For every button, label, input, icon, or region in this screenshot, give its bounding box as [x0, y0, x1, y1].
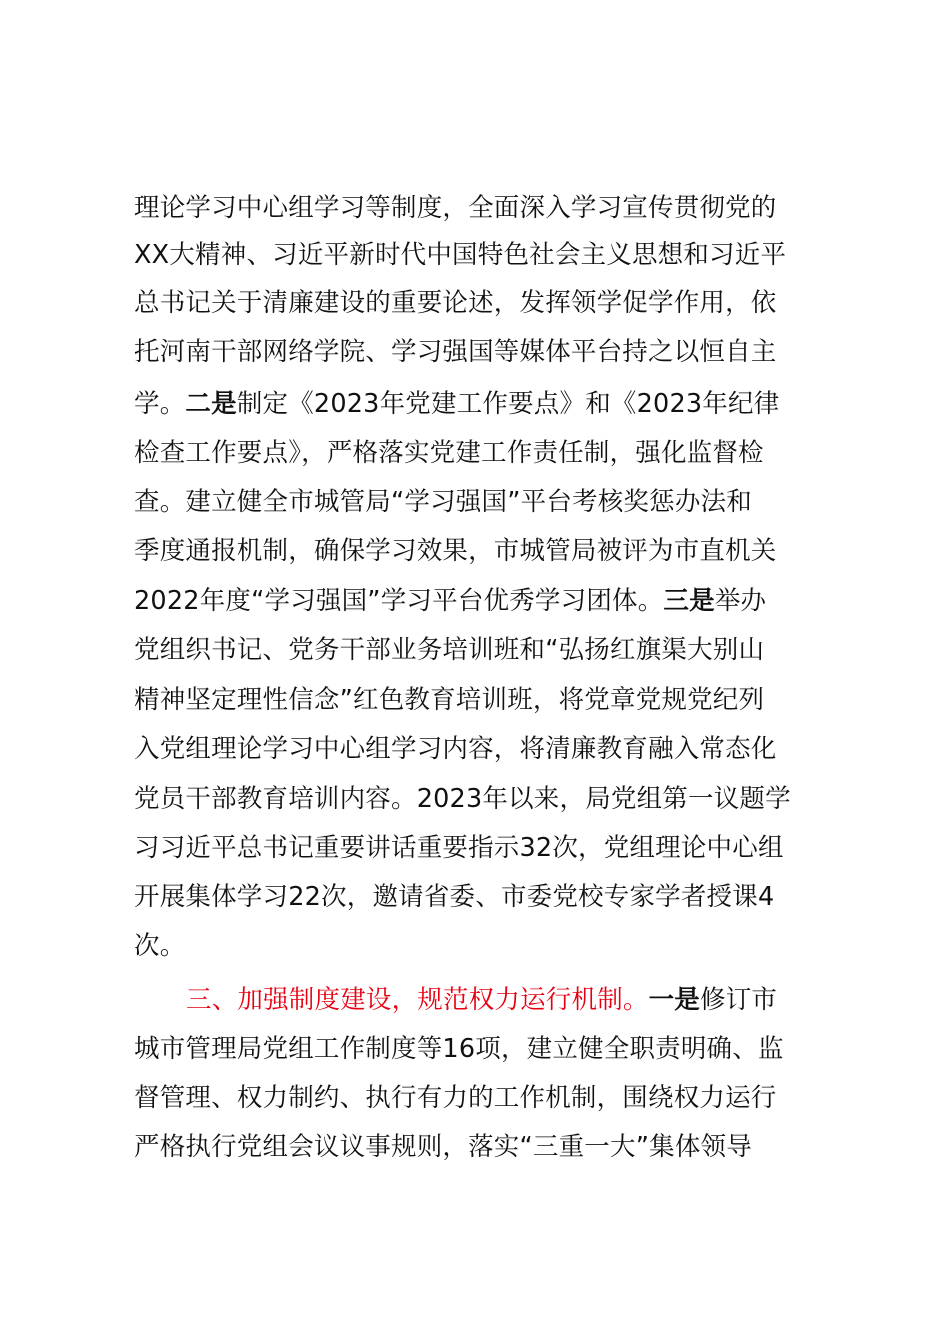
body-text-line: 党组织书记、党务干部业务培训班和“弘扬红旗渠大别山: [134, 635, 765, 665]
text-segment: 举办: [714, 586, 767, 616]
body-text-line: 托河南干部网络学院、学习强国等媒体平台持之以恒自主: [134, 337, 777, 367]
body-text-line: 次。: [134, 931, 186, 961]
bold-marker-first: 一是: [648, 985, 701, 1015]
text-segment: 修订市: [700, 985, 778, 1015]
section-heading: 三、加强制度建设，规范权力运行机制。: [186, 985, 649, 1015]
body-text-line: 入党组理论学习中心组学习内容，将清廉教育融入常态化: [134, 734, 777, 764]
body-text-line: 严格执行党组会议议事规则，落实“三重一大”集体领导: [134, 1132, 752, 1162]
body-text-line: 理论学习中心组学习等制度，全面深入学习宣传贯彻党的: [134, 193, 777, 223]
text-segment: 学。: [134, 389, 186, 419]
body-text-line: 精神坚定理性信念”红色教育培训班，将党章党规党纪列: [134, 685, 765, 715]
section-heading-line: [186, 976, 777, 1024]
body-text-line: 城市管理局党组工作制度等16项，建立健全职责明确、监: [134, 1034, 784, 1064]
body-text-line: 查。建立健全市城管局“学习强国”平台考核奖惩办法和: [134, 487, 752, 517]
body-text-line: 督管理、权力制约、执行有力的工作机制，围绕权力运行: [134, 1083, 777, 1113]
bold-marker-second: 二是: [185, 389, 237, 419]
body-text-line: [134, 380, 779, 428]
body-text-line: 总书记关于清廉建设的重要论述，发挥领学促学作用，依: [134, 288, 777, 318]
body-text-line: 开展集体学习22次，邀请省委、市委党校专家学者授课4: [134, 882, 775, 912]
body-text-line: 党员干部教育培训内容。2023年以来，局党组第一议题学: [134, 784, 791, 814]
text-segment: 2022年度“学习强国”学习平台优秀学习团体。: [134, 586, 664, 616]
body-text-line: 检查工作要点》，严格落实党建工作责任制，强化监督检: [134, 438, 764, 468]
body-text-line: XX大精神、习近平新时代中国特色社会主义思想和习近平: [134, 240, 787, 270]
body-text-line: 季度通报机制，确保学习效果，市城管局被评为市直机关: [134, 536, 777, 566]
body-text-line: 习习近平总书记重要讲话重要指示32次，党组理论中心组: [134, 833, 784, 863]
body-text-line: [134, 577, 766, 625]
bold-marker-third: 三是: [663, 586, 715, 616]
text-segment: 制定《2023年党建工作要点》和《2023年纪律: [236, 389, 780, 419]
